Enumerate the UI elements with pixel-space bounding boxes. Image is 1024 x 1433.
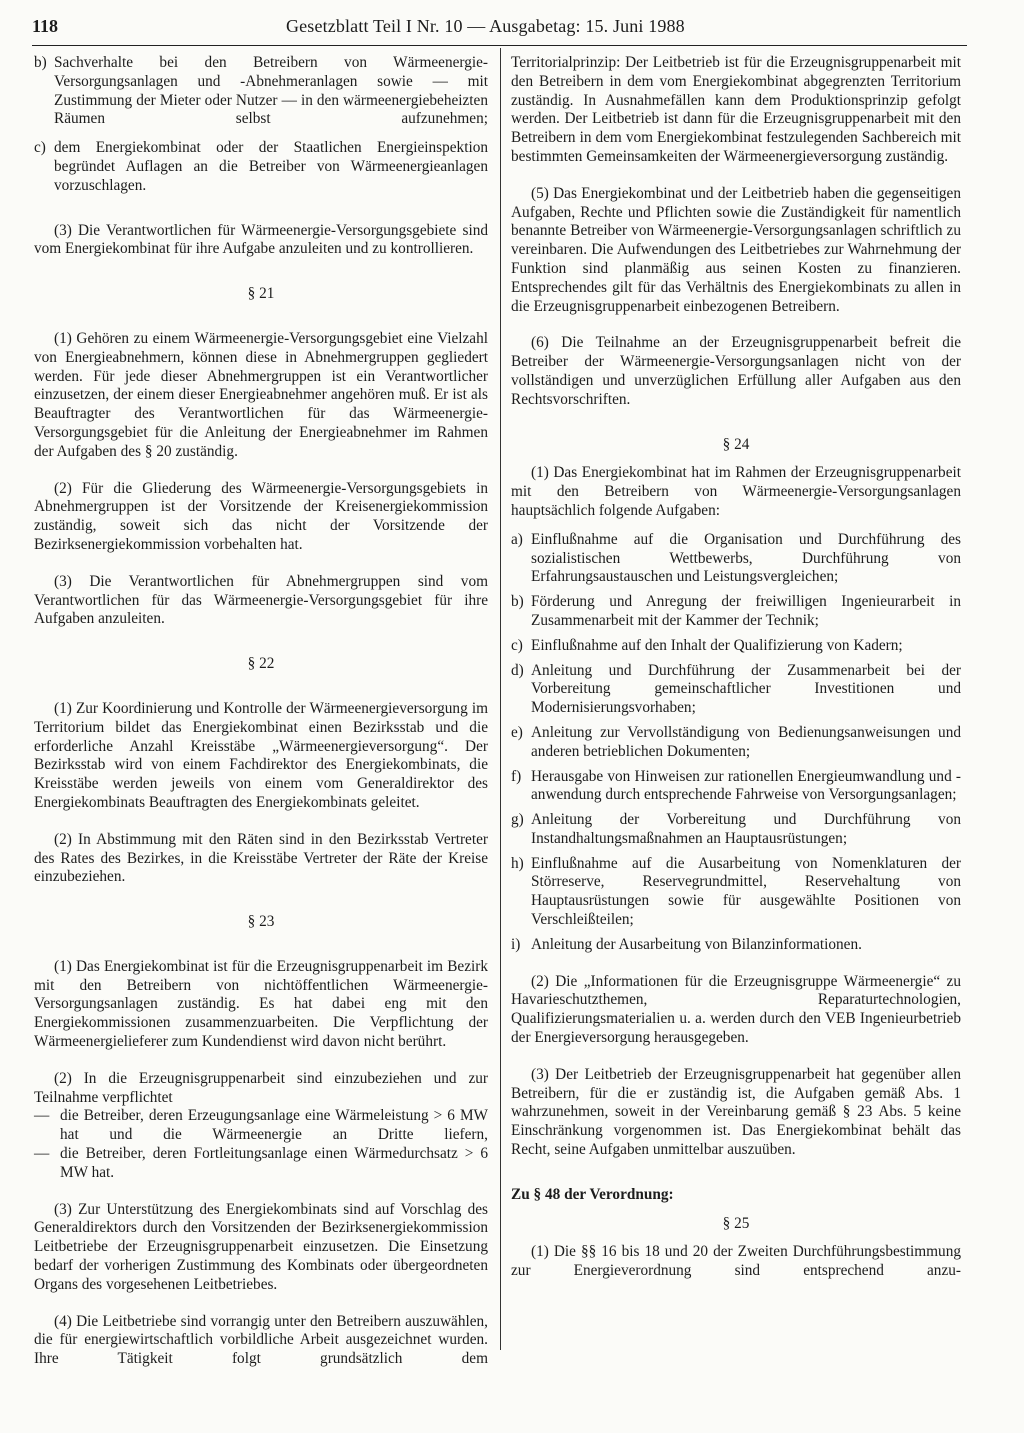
list-item xyxy=(511,855,961,930)
paragraph: (1) Die §§ 16 bis 18 und 20 der Zweiten Durchführungsbestimmung zur Energieverordnung sind entsprechend anzu- xyxy=(511,1243,961,1280)
list-marker: h) xyxy=(511,854,524,872)
right-column xyxy=(511,54,961,1281)
list-marker: c) xyxy=(511,636,523,654)
section-title: § 23 xyxy=(247,913,275,931)
list-marker: c) xyxy=(34,139,46,157)
list-text: Einflußnahme auf den Inhalt der Qualifizierung von Kadern; xyxy=(531,636,903,654)
list-item xyxy=(511,811,961,849)
paragraph: (3) Die Verantwortlichen für Abnehmergruppen sind vom Verantwortlichen für das Wärmeenergie-Versorgungsgebiet für ihre Aufgaben anzuleiten. xyxy=(34,572,488,628)
section-title: § 21 xyxy=(247,285,275,303)
list-marker: b) xyxy=(511,593,524,611)
paragraph: (2) Die „Informationen für die Erzeugnisgruppe Wärmeenergie“ zu Havarieschutzthemen, Reparaturtechnologien, Qualifizierungsmaterialien u. a. werden durch den VEB Ingenieurbetrieb der Energieversorgung herausgegeben. xyxy=(511,972,961,1047)
header-title: Gesetzblatt Teil I Nr. 10 — Ausgabetag: 15. Juni 1988 xyxy=(286,16,685,36)
list-marker: g) xyxy=(511,811,524,829)
list-marker: i) xyxy=(511,935,521,953)
list-item-b xyxy=(34,54,488,129)
header-rule xyxy=(32,45,967,46)
list-text: Anleitung der Vorbereitung und Durchführung von Instandhaltungsmaßnahmen an Hauptausrüstungen; xyxy=(531,811,961,847)
list-text: die Betreiber, deren Erzeugungsanlage eine Wärmeleistung > 6 MW hat und die Wärmeenergie an Dritte liefern, xyxy=(60,1107,488,1144)
paragraph: (2) In die Erzeugnisgruppenarbeit sind einzubeziehen und zur Teilnahme verpflichtet xyxy=(34,1069,488,1106)
paragraph: (1) Gehören zu einem Wärmeenergie-Versorgungsgebiet eine Vielzahl von Energieabnehmern, können diese in Abnehmergruppen gegliedert werden. Für jede dieser Abnehmergruppen ist ein Verantwortlicher einzusetzen, der einem dieser Energieabnehmer angehören muß. Er ist als Beauftragter des Verantwortlichen für das Wärmeenergie-Versorgungsgebiet für die Anleitung der Energieabnehmer im Rahmen der Aufgaben des § 20 zuständig. xyxy=(34,329,488,460)
list-text: Anleitung zur Vervollständigung von Bedienungsanweisungen und anderen betrieblichen Dokumenten; xyxy=(531,723,961,760)
paragraph: (6) Die Teilnahme an der Erzeugnisgruppenarbeit befreit die Betreiber der Wärmeenergie-Versorgungsanlagen nicht von der vollständigen und unverzüglichen Erfüllung aller Aufgaben aus den Rechtsvorschriften. xyxy=(511,334,961,408)
task-list xyxy=(511,531,961,955)
list-text: Anleitung der Ausarbeitung von Bilanzinformationen. xyxy=(531,935,862,953)
paragraph: (1) Zur Koordinierung und Kontrolle der Wärmeenergieversorgung im Territorium bildet das Energiekombinat einen Bezirksstab und die erforderliche Anzahl Kreisstäbe „Wärmeenergieversorgung“. Der Bezirksstab wird von einem Fachdirektor des Energiekombinats, die Kreisstäbe werden jeweils von einem vom Generaldirektor des Energiekombinats Beauftragten des Energiekombinats geleitet. xyxy=(34,699,488,811)
section-title: § 22 xyxy=(247,655,275,673)
page-header xyxy=(32,16,987,40)
dash-item xyxy=(34,1145,488,1183)
list-text: dem Energiekombinat oder der Staatlichen Energieinspektion begründet Auflagen an die Betreiber von Wärmeenergieanlagen vorzuschlagen. xyxy=(54,139,488,194)
subheading: Zu § 48 der Verordnung: xyxy=(511,1185,674,1203)
list-item-c xyxy=(34,139,488,195)
paragraph: Territorialprinzip: Der Leitbetrieb ist für die Erzeugnisgruppenarbeit mit den Betreibern in dem vom Energiekombinat abgegrenzten Territorium zuständig. In Ausnahmefällen kann dem Produktionsprinzip gefolgt werden. Der Leitbetrieb ist dann für die Erzeugnisgruppenarbeit mit den Betreibern in dem vom Energiekombinat festzulegenden Sachbereich mit bestimmten Gemeinsamkeiten der Wärmeenergieversorgung zuständig. xyxy=(511,54,961,165)
list-item xyxy=(511,662,961,718)
section-title: § 24 xyxy=(722,435,750,453)
dash-marker: — xyxy=(34,1107,50,1125)
paragraph: (4) Die Leitbetriebe sind vorrangig unter den Betreibern auszuwählen, die für energiewirtschaftlich vorbildliche Arbeit ausgezeichnet wurden. Ihre Tätigkeit folgt grundsätzlich dem xyxy=(34,1312,488,1368)
list-marker: f) xyxy=(511,767,522,785)
paragraph: (1) Das Energiekombinat hat im Rahmen der Erzeugnisgruppenarbeit mit den Betreibern von Wärmeenergie-Versorgungsanlagen hauptsächlich folgende Aufgaben: xyxy=(511,464,961,519)
list-item xyxy=(511,724,961,762)
paragraph: (2) Für die Gliederung des Wärmeenergie-Versorgungsgebiets in Abnehmergruppen ist der Vorsitzende der Kreisenergiekommission zuständig, soweit sich das nicht der Vorsitzende der Bezirksenergiekommission vorbehalten hat. xyxy=(34,479,488,553)
dash-marker: — xyxy=(34,1145,50,1163)
list-item xyxy=(511,768,961,806)
paragraph: (5) Das Energiekombinat und der Leitbetrieb haben die gegenseitigen Aufgaben, Rechte und Pflichten sowie die Zuständigkeit für namentlich benannte Betreiber von Wärmeenergie-Versorgungsanlagen schriftlich zu vereinbaren. Die Aufwendungen des Leitbetriebes zur Wahrnehmung der Funktion sind planmäßig aus seinen Kosten zu finanzieren. Entsprechendes gilt für das Verhältnis des Energiekombinats zu allen in die Erzeugnisgruppenarbeit einbezogenen Betreibern. xyxy=(511,184,961,315)
list-marker: b) xyxy=(34,54,47,71)
list-text: Einflußnahme auf die Ausarbeitung von Nomenklaturen der Störreserve, Reservegrundmittel, Reservehaltung von Hauptausrüstungen sowie für ausgewählte Positionen von Verschleißteilen; xyxy=(531,854,961,929)
list-item xyxy=(511,637,961,656)
list-text: Sachverhalte bei den Betreibern von Wärmeenergie-Versorgungsanlagen und -Abnehmeranlagen sowie — mit Zustimmung der Mieter oder Nutzer — in den wärmeenergiebeheizten Räumen selbst aufzunehmen; xyxy=(54,54,488,128)
paragraph: (2) In Abstimmung mit den Räten sind in den Bezirksstab Vertreter des Rates des Bezirkes, in die Kreisstäbe Vertreter der Räte der Kreise einzubeziehen. xyxy=(34,830,488,886)
dash-item xyxy=(34,1107,488,1145)
paragraph: (3) Der Leitbetrieb der Erzeugnisgruppenarbeit hat gegenüber allen Betreibern, für die er zuständig ist, die Aufgaben gemäß Abs. 1 wahrzunehmen, soweit in der Vereinbarung gemäß § 23 Abs. 5 keine Einschränkung vorgenommen ist. Das Energiekombinat behält das Recht, seine Aufgaben unmittelbar auszuüben. xyxy=(511,1065,961,1159)
list-item xyxy=(511,531,961,587)
list-item xyxy=(511,936,961,955)
paragraph: (3) Die Verantwortlichen für Wärmeenergie-Versorgungsgebiete sind vom Energiekombinat für ihre Aufgabe anzuleiten und zu kontrollieren. xyxy=(34,221,488,258)
list-item xyxy=(511,593,961,631)
list-text: Förderung und Anregung der freiwilligen Ingenieurarbeit in Zusammenarbeit mit der Kammer der Technik; xyxy=(531,593,961,629)
section-title: § 25 xyxy=(722,1214,750,1232)
list-marker: e) xyxy=(511,723,523,741)
paragraph: (3) Zur Unterstützung des Energiekombinats sind auf Vorschlag des Generaldirektors durch den Vorsitzenden der Bezirksenergiekommission Leitbetriebe der Erzeugnisgruppenarbeit einzusetzen. Die Einsetzung bedarf der vorherigen Zustimmung des Kombinats oder übergeordneten Organs des vorgesehenen Leitbetriebes. xyxy=(34,1200,488,1293)
column-divider xyxy=(500,48,501,1350)
list-marker: d) xyxy=(511,661,524,679)
list-marker: a) xyxy=(511,530,523,548)
list-text: Herausgabe von Hinweisen zur rationellen Energieumwandlung und -anwendung durch entsprechende Fahrweise von Versorgungsanlagen; xyxy=(531,767,961,804)
left-column xyxy=(34,54,488,1369)
list-text: Anleitung und Durchführung der Zusammenarbeit bei der Vorbereitung gemeinschaftlicher Investitionen und Modernisierungsvorhaben; xyxy=(531,661,961,717)
page-number: 118 xyxy=(32,16,59,36)
list-text: die Betreiber, deren Fortleitungsanlage einen Wärmedurchsatz > 6 MW hat. xyxy=(60,1145,488,1181)
list-text: Einflußnahme auf die Organisation und Durchführung des sozialistischen Wettbewerbs, Durchführung von Erfahrungsaustauschen und Leistungsvergleichen; xyxy=(531,530,961,586)
paragraph: (1) Das Energiekombinat ist für die Erzeugnisgruppenarbeit im Bezirk mit den Betreibern von nichtöffentlichen Wärmeenergie-Versorgungsanlagen zuständig. Es hat dabei eng mit den Energiekommissionen zusammenzuarbeiten. Die Verpflichtung der Wärmeenergielieferer zum Kundendienst wird davon nicht berührt. xyxy=(34,957,488,1051)
